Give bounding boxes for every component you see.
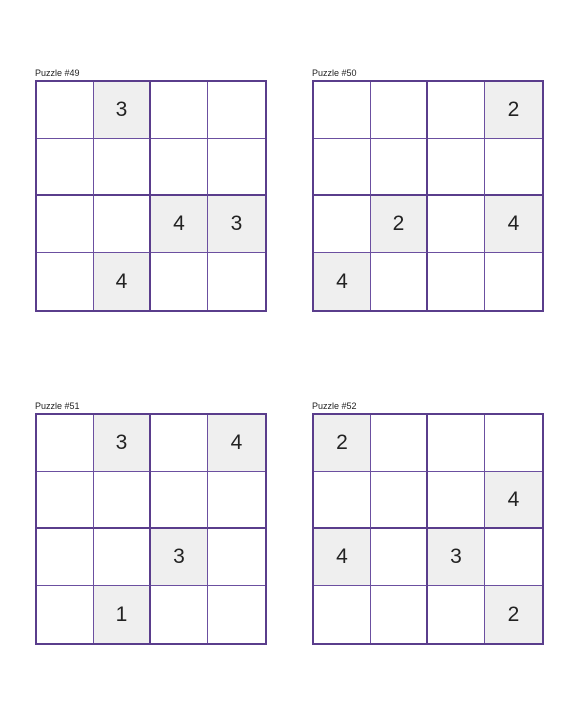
sudoku-cell[interactable] bbox=[94, 472, 151, 529]
sudoku-cell[interactable] bbox=[314, 196, 371, 253]
sudoku-cell[interactable] bbox=[314, 82, 371, 139]
sudoku-cell[interactable] bbox=[37, 139, 94, 196]
sudoku-cell[interactable] bbox=[208, 472, 265, 529]
sudoku-cell[interactable] bbox=[371, 472, 428, 529]
sudoku-cell: 3 bbox=[208, 196, 265, 253]
sudoku-cell[interactable] bbox=[428, 586, 485, 643]
sudoku-cell[interactable] bbox=[37, 472, 94, 529]
sudoku-cell[interactable] bbox=[428, 253, 485, 310]
sudoku-cell[interactable] bbox=[208, 82, 265, 139]
sudoku-cell: 2 bbox=[485, 82, 542, 139]
sudoku-cell[interactable] bbox=[428, 415, 485, 472]
sudoku-grid bbox=[35, 413, 267, 645]
puzzle-title: Puzzle #50 bbox=[312, 68, 357, 78]
sudoku-cell[interactable] bbox=[428, 196, 485, 253]
sudoku-cell[interactable] bbox=[371, 253, 428, 310]
sudoku-cell: 4 bbox=[208, 415, 265, 472]
puzzle-title: Puzzle #52 bbox=[312, 401, 357, 411]
sudoku-grid bbox=[312, 80, 544, 312]
sudoku-cell[interactable] bbox=[485, 139, 542, 196]
sudoku-cell[interactable] bbox=[151, 472, 208, 529]
sudoku-cell: 3 bbox=[94, 82, 151, 139]
sudoku-cell: 4 bbox=[151, 196, 208, 253]
sudoku-cell: 3 bbox=[94, 415, 151, 472]
sudoku-cell: 2 bbox=[485, 586, 542, 643]
sudoku-cell[interactable] bbox=[208, 253, 265, 310]
sudoku-cell[interactable] bbox=[151, 253, 208, 310]
sudoku-cell[interactable] bbox=[485, 415, 542, 472]
sudoku-grid bbox=[35, 80, 267, 312]
sudoku-cell[interactable] bbox=[37, 586, 94, 643]
sudoku-cell: 4 bbox=[314, 253, 371, 310]
sudoku-cell[interactable] bbox=[485, 253, 542, 310]
sudoku-cell[interactable] bbox=[314, 472, 371, 529]
sudoku-cell[interactable] bbox=[371, 82, 428, 139]
sudoku-cell: 2 bbox=[371, 196, 428, 253]
sudoku-cell[interactable] bbox=[371, 586, 428, 643]
sudoku-cell[interactable] bbox=[371, 139, 428, 196]
sudoku-cell: 3 bbox=[151, 529, 208, 586]
sudoku-cell[interactable] bbox=[37, 253, 94, 310]
sudoku-cell[interactable] bbox=[371, 415, 428, 472]
sudoku-cell: 4 bbox=[314, 529, 371, 586]
sudoku-cell[interactable] bbox=[37, 82, 94, 139]
sudoku-cell[interactable] bbox=[371, 529, 428, 586]
sudoku-cell[interactable] bbox=[94, 529, 151, 586]
sudoku-cell[interactable] bbox=[37, 529, 94, 586]
sudoku-cell: 3 bbox=[428, 529, 485, 586]
sudoku-cell[interactable] bbox=[208, 529, 265, 586]
sudoku-cell[interactable] bbox=[428, 82, 485, 139]
sudoku-cell[interactable] bbox=[151, 82, 208, 139]
sudoku-cell[interactable] bbox=[94, 196, 151, 253]
sudoku-cell[interactable] bbox=[208, 586, 265, 643]
sudoku-cell[interactable] bbox=[37, 196, 94, 253]
sudoku-cell[interactable] bbox=[94, 139, 151, 196]
sudoku-cell: 2 bbox=[314, 415, 371, 472]
sudoku-cell[interactable] bbox=[37, 415, 94, 472]
sudoku-cell[interactable] bbox=[428, 472, 485, 529]
sudoku-grid bbox=[312, 413, 544, 645]
sudoku-cell: 1 bbox=[94, 586, 151, 643]
sudoku-cell[interactable] bbox=[151, 139, 208, 196]
puzzle-title: Puzzle #51 bbox=[35, 401, 80, 411]
sudoku-cell: 4 bbox=[485, 472, 542, 529]
sudoku-cell[interactable] bbox=[208, 139, 265, 196]
sudoku-cell: 4 bbox=[94, 253, 151, 310]
sudoku-cell[interactable] bbox=[314, 139, 371, 196]
sudoku-cell: 4 bbox=[485, 196, 542, 253]
sudoku-cell[interactable] bbox=[428, 139, 485, 196]
sudoku-cell[interactable] bbox=[151, 586, 208, 643]
sudoku-cell[interactable] bbox=[151, 415, 208, 472]
sudoku-cell[interactable] bbox=[314, 586, 371, 643]
sudoku-cell[interactable] bbox=[485, 529, 542, 586]
puzzle-title: Puzzle #49 bbox=[35, 68, 80, 78]
